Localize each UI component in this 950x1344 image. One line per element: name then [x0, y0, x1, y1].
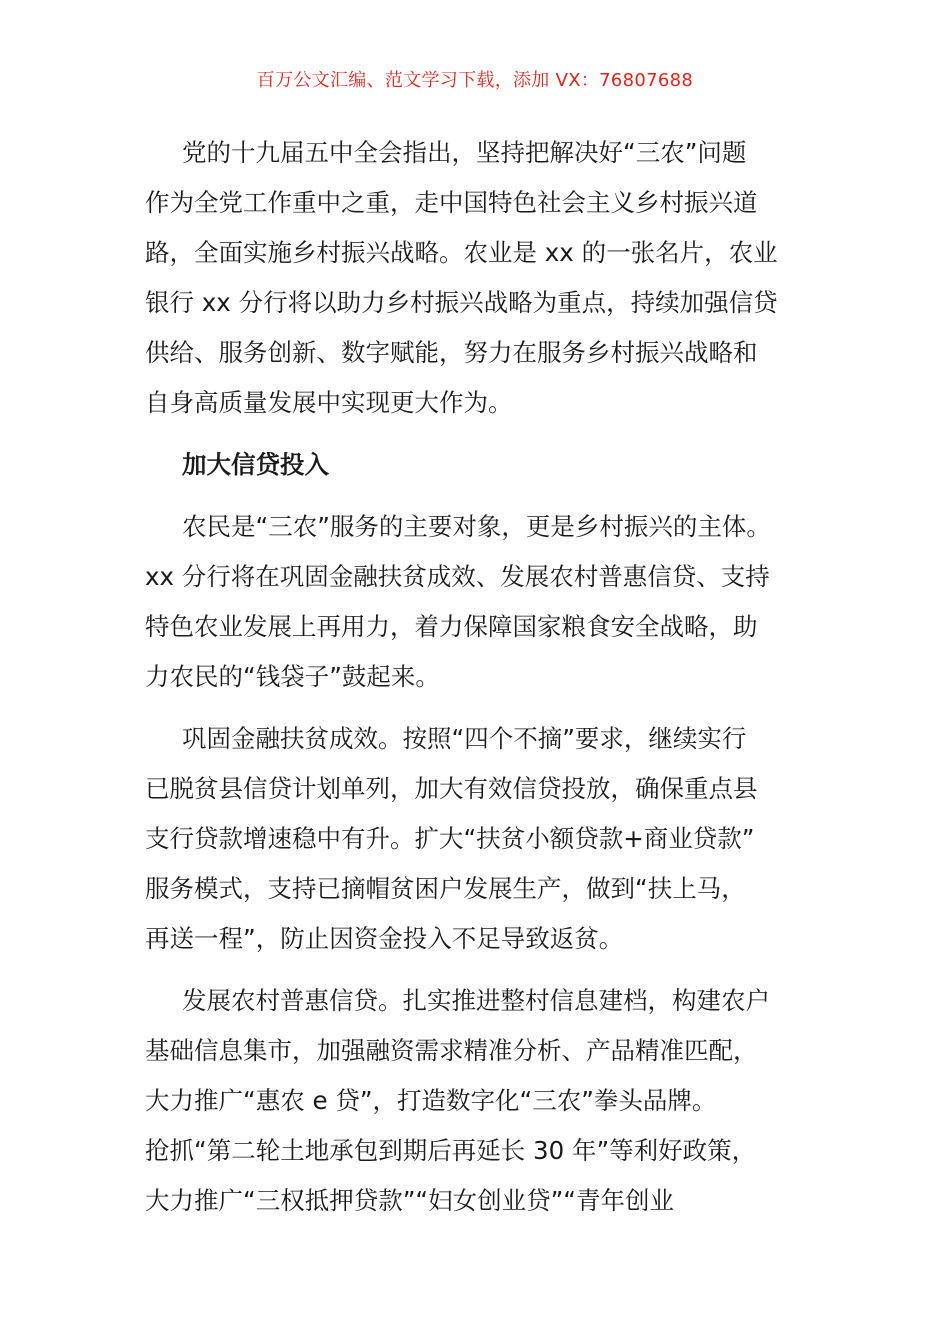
paragraph-inclusive: 发展农村普惠信贷。扎实推进整村信息建档，构建农户 基础信息集市，加强融资需求精准分析、产品精准匹配， 大力推广“惠农 e 贷”，打造数字化“三农”拳头品牌。 抢抓“第二轮土地承包到期后再延长 30 年”等利好政策， 大力推广“三权抵押贷款”“妇女创业贷”“青年创业 — [145, 986, 770, 1215]
paragraph-intro: 党的十九届五中全会指出，坚持把解决好“三农”问题 作为全党工作重中之重，走中国特色社会主义乡村振兴道 路，全面实施乡村振兴战略。农业是 xx 的一张名片，农业 银行 xx 分行将以助力乡村振兴战略为重点，持续加强信贷 供给、服务创新、数字赋能，努力在服务乡村振兴战略和 自身高质量发展中实现更大作为。 — [145, 138, 778, 417]
watermark-header: 百万公文汇编、范文学习下载，添加 VX：76807688 — [256, 70, 694, 91]
section-heading: 加大信贷投入 — [182, 450, 329, 479]
paragraph-poverty: 巩固金融扶贫成效。按照“四个不摘”要求，继续实行 已脱贫县信贷计划单列，加大有效信贷投放，确保重点县 支行贷款增速稳中有升。扩大“扶贫小额贷款+商业贷款” 服务模式，支持已摘帽贫困户发展生产，做到“扶上马， 再送一程”，防止因资金投入不足导致返贫。 — [145, 724, 758, 953]
document-body — [145, 128, 813, 1238]
paragraph-farmers: 农民是“三农”服务的主要对象，更是乡村振兴的主体。 xx 分行将在巩固金融扶贫成效、发展农村普惠信贷、支持 特色农业发展上再用力，着力保障国家粮食安全战略，助 力农民的“钱袋子”鼓起来。 — [145, 512, 771, 691]
